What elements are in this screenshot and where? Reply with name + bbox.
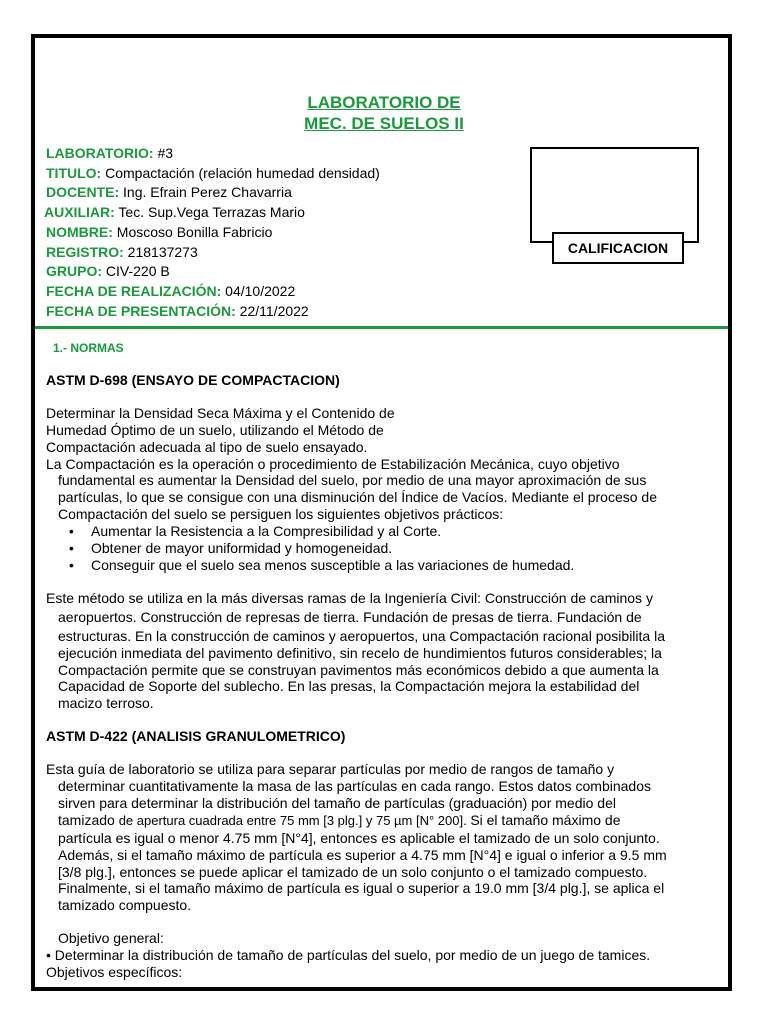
- info-row-grupo: GRUPO: CIV-220 B: [46, 263, 170, 280]
- info-row-auxiliar: AUXILIAR: Tec. Sup.Vega Terrazas Mario: [44, 204, 305, 221]
- grade-box: [530, 147, 699, 243]
- info-row-docente: DOCENTE: Ing. Efrain Perez Chavarria: [46, 184, 292, 201]
- main-content: [46, 338, 676, 981]
- astm-d698-intro-line-1: Determinar la Densidad Seca Máxima y el Contenido de: [46, 404, 395, 421]
- list-item: • Aumentar la Resistencia a la Compresibilidad y al Corte.: [46, 523, 676, 540]
- info-row-nombre: NOMBRE: Moscoso Bonilla Fabricio: [46, 223, 273, 240]
- astm-d422-heading: ASTM D-422 (ANALISIS GRANULOMETRICO): [46, 728, 346, 745]
- grade-label: CALIFICACION: [552, 232, 684, 264]
- astm-d698-heading: ASTM D-698 (ENSAYO DE COMPACTACION): [46, 371, 340, 388]
- info-block: [46, 144, 380, 321]
- title-line-1: LABORATORIO DE: [307, 93, 461, 112]
- info-row-laboratorio: LABORATORIO: #3: [46, 145, 174, 161]
- astm-d698-paragraph-2: La Compactación es la operación o procedimiento de Estabilización Mecánica, cuyo objetivo fundamental es aumentar la Densidad del suelo, por medio de una mayor aproximación de sus partículas, lo que se consigue con una disminución del Índice de Vacíos. Mediante el proceso de Compactación del suelo se persiguen los siguientes objetivos prácticos:: [46, 455, 657, 523]
- astm-d422-paragraph-1: Esta guía de laboratorio se utiliza para separar partículas por medio de rangos de tamaño y determinar cuantitativamente la masa de las partículas en cada rango. Estos datos combinados sirven para determinar la distribución del tamaño de partículas (graduación) por medio del tamizado de apertura cuadrada entre 75 mm [3 plg.] y 75 µm [N° 200]. Si el tamaño máximo de partícula es igual o menor 4.75 mm [N°4], entonces es aplicable el tamizado de un solo conjunto. Además, si el tamaño máximo de partícula es superior a 4.75 mm [N°4] e igual o inferior a 9.5 mm [3/8 plg.], entonces se puede aplicar el tamizado de un solo conjunto o el tamizado compuesto. Finalmente, si el tamaño máximo de partícula es igual o superior a 19.0 mm [3/4 plg.], se aplica el tamizado compuesto.: [46, 761, 667, 914]
- objetivo-general-label: Objetivo general:: [58, 930, 164, 947]
- list-item: • Conseguir que el suelo sea menos susceptible a las variaciones de humedad.: [46, 557, 676, 574]
- section-divider: [35, 326, 728, 329]
- title-line-2: MEC. DE SUELOS II: [304, 114, 464, 133]
- astm-d698-paragraph-3: Este método se utiliza en la más diversas ramas de la Ingeniería Civil: Construcción de caminos y aeropuertos. Construcción de represas de tierra. Fundación de presas de tierra. Fundación de estructuras. En la construcción de caminos y aeropuertos, una Compactación racional posibilita la ejecución inmediata del pavimento definitivo, sin recelo de hundimientos futuros considerables; la Compactación permite que se construyan pavimentos más económicos debido a que aumenta la Capacidad de Soporte del sublecho. En las presas, la Compactación mejora la estabilidad del macizo terroso.: [46, 589, 665, 712]
- info-row-registro: REGISTRO: 218137273: [46, 243, 198, 260]
- info-row-titulo: TITULO: Compactación (relación humedad densidad): [46, 164, 380, 181]
- document-title: [0, 92, 768, 134]
- objetivos-especificos-label: Objetivos específicos:: [46, 964, 183, 981]
- list-item: • Obtener de mayor uniformidad y homogeneidad.: [46, 540, 676, 557]
- section-title-normas: 1.- NORMAS: [53, 341, 124, 355]
- objectives-list: [46, 523, 676, 574]
- astm-d698-intro-line-3: Compactación adecuada al tipo de suelo ensayado.: [46, 438, 368, 455]
- astm-d698-intro-line-2: Humedad Óptimo de un suelo, utilizando el Método de: [46, 421, 384, 438]
- info-row-fecha-realizacion: FECHA DE REALIZACIÓN: 04/10/2022: [46, 282, 296, 299]
- objetivo-general-item: • Determinar la distribución de tamaño de partículas del suelo, por medio de un juego de tamices.: [46, 947, 651, 964]
- info-row-fecha-presentacion: FECHA DE PRESENTACIÓN: 22/11/2022: [46, 302, 309, 319]
